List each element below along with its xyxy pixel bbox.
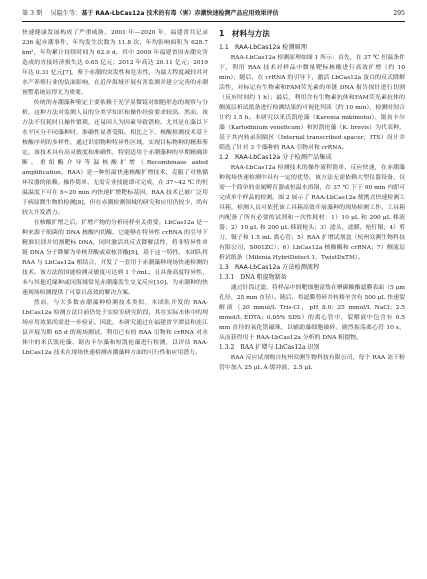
body-paragraph: 在核酸扩增之后，扩增产物的分析同样至关重要。LbCas12a 是一种来源于细菌的 DNA 核酸内切酶，它能够在特异性 crRNA 的引导下精准识别并切割靶标 DNA，同时激活其反式降解活性，将非特异性单链 DNA 分子降解为单核苷酸或双核苷酸[9]。基于这一特性，本团队将 RAA 与 LbCas12a 相结合，开发了一套用于赤潮藻种现场快速检测的技术。该方法的国能检测灵敏度可达到 1 个/mL，且具备高度特异性，未与其他近缘种或同海域常见赤潮藻发生交叉反应[10]。为赤潮种的快速现场检测提供了可靠且高效的解决方案。 <box>22 220 208 296</box>
issue-number: 第 3 期 <box>22 10 43 17</box>
subsection-heading: 1.1 RAA-LbCas12a 检测原理 <box>219 44 307 51</box>
body-paragraph: 传统的赤潮藻种鉴定主要依赖于光学显微镜对细胞形态的观察与分析，这种方法对监测人员的分类学知识和操作经验要求较高。然而，该方法不仅耗时且操作繁琐，还易因人为因素导致错检。尤其是在藻以下水平区分不同藻种时，准确性显著受限。相比之下，核酸检测技术基于核酸序列的多样性，通过识别物种特异性区域，实现目标物种的精准鉴定。该技术具有高灵敏度和准确性，特别适用于赤潮藻种的早期精确诊断。重组酶介导等温核酸扩增（Recombinase aided amplification，RAA）是一种恒温快速核酸扩增技术，克服了对热循环仪器的依赖。操作简单、无需专业技能即可完成，在 37~42 ℃ 的恒温温度下可在 5~20 min 内快速扩增靶标基因。RAA 技术已被广泛用于病原微生物的检测[8]，但在赤潮检测领域的研究和应用仍较少，尚有较大开发潜力。 <box>22 100 208 216</box>
body-paragraph: RAA 反应试剂购自杭州众测生物科技有限公司，每个 RAA 冻干粉管中加入 25 μL A 缓冲液，2.5 μL <box>219 355 405 371</box>
subsubsection-heading: 1.3.2 RAA 扩增与 LbCas12a 识别 <box>219 344 320 351</box>
section-heading: 1 材料与方法 <box>219 29 270 38</box>
body-paragraph: 通过针筒过滤，将样品中的靶细胞富集在聚碳酸酯滤膜表面（5 μm 孔径，25 mm 直径）。随后，将滤膜剪碎并转移至含有 500 μL 快速裂解液（20 mmol/L Tris-Cl，pH 8.0；25 mmol/L NaCl；2.5 mmol/L EDTA；0.05% SDS）的离心管中，裂解液中包含有 0.5 mm 直径的氧化锆磁珠，以辅助藻细胞破碎。剧烈振荡离心管 10 s，从而获得用于 RAA-LbCas12a 分析的 DNA 粗提物。 <box>219 285 405 341</box>
subsection-heading: 1.3 RAA-LbCas12a 方法检测流程 <box>219 264 320 271</box>
page-number: 295 <box>393 10 405 17</box>
right-column <box>219 28 405 571</box>
body-paragraph: RAA-LbCas12a 检测技术的操作流程简单、反应快速，在赤潮藻种现场快速检测中具有一定的优势。该方法无需依赖大型仪器设备，仅需一个简单的金属孵育器或恒温水浴锅，在 37 ℃ 下于 90 min 内即可完成单个样品的检测。图 2 展示了 RAA-LbCas12a 便携式快速检测工具箱，检测人员可依托该工具箱高效开展藻种的现场检测工作。工具箱内配备了所有必要的试剂和一次性耗材：1）10 μL 和 200 μL 移液器；2）10 μL 和 200 μL 移液枪头；3）滤头、滤膜、枪钉镊；4）剪刀、镊子和 1.5 mL 离心管；5）RAA 扩增试剂盒（杭州众测生物科技有限公司，S001ZC）；6）LbCas12a 核酸酶和 crRNA；7）侧流层析试纸条（Milenia HybriDetect 1，TwistDxTM）。 <box>219 165 405 261</box>
header-left <box>22 7 278 20</box>
subsubsection-heading: 1.3.1 DNA 粗提物制备 <box>219 274 287 281</box>
body-paragraph: 然而，与大多数赤潮藻种检测技术类似，本团队开发的 RAA-LbCas12a 检测方法目前仍处于实验室研究阶段，其在实际水体中的现场应用效果尚需进一步验证。因此，本研究通过在福建省平潭县和连江县开展为期 65 d 的现场测试，利用已有的 RAA 引物和 crRNA 对水体中的米氏凯伦藻、锯齿卡尔藻和短凯伦藻进行检测，以评估 RAA-LbCas12a 技术在现场快速检测赤潮藻种方面的可行性和应用潜力。 <box>22 300 208 356</box>
header-title: 基于 RAA-LbCas12a 技术的有毒（害）赤潮快速检测产品应用效果评估 <box>81 10 279 17</box>
header-authors: 吴隐生等： <box>50 10 82 17</box>
header-rule <box>22 21 405 22</box>
body-paragraph: RAA-LbCas12a 检测原理如图 1 所示：首先，在 37 ℃ 恒温条件下，利用 RAA 技术对样品中微量靶标核酸进行高效扩增（约 10 min）；随后，在 crRNA 的引导下，激活 LbCas12a 蛋白的反式降解活性，对标记有生物素和FAM荧光素的单链 DNA 报告探针进行切割（反应时间约 1 h）；最后，利用含有生物素抗体和FAM荧光素抗体的侧流层析试纸条进行检测结果的可视化判读（约 10 min），检测时间合计约 1.5 h。本研究以米氏凯伦藻（Karenia mikimotoi）、锯齿卡尔藻（Karlodinium veneficum）和短凯伦藻（K. brevis）为代表种，基于其内转录间隔区（Internal transcribed spacer，ITS）设计并筛选了针对 3 个藻种的 RAA 引物对和 crRNA。 <box>219 55 405 151</box>
subsection-heading: 1.2 RAA-LbCas12a 分子检测产品集成 <box>219 154 332 161</box>
running-header <box>22 7 405 20</box>
body-paragraph: 快速健康发展构成了严重威胁。2001 年—2020 年，福建省共记录 236 起赤潮事件，年均发生次数为 11.8 次，年均影响面积为 628.7 km²，年均累计持续时间为 62.9 d，其中 2009 年福建省因赤潮灾害造成的直接经济损失达 0.65 亿元；2012 年高达 20.11 亿元；2019 年达 0.31 亿元[7]。鉴于赤潮的突发性和危害性，为最大程度减轻其对水产养殖行业的负面影响，在近岸海域开展有害监测并建立完善的赤潮预警系统显得尤为重要。 <box>22 30 208 96</box>
left-column <box>22 28 208 571</box>
